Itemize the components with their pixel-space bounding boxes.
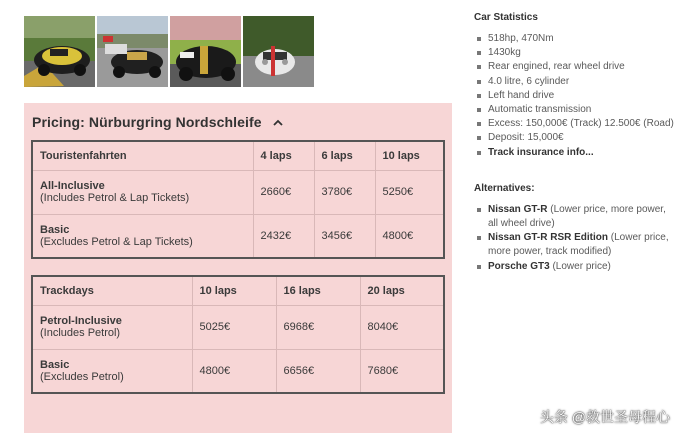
row-description: (Includes Petrol & Lap Tickets) (40, 192, 190, 204)
list-item: Deposit: 15,000€ (474, 131, 674, 145)
list-item (474, 146, 674, 160)
watermark-text: 头条 @救世圣母程心 (539, 409, 670, 425)
row-description: (Excludes Petrol) (40, 370, 124, 383)
row-label (32, 349, 192, 393)
row-label (32, 305, 192, 349)
table-header-row (32, 141, 444, 170)
gallery-thumb-3[interactable] (170, 16, 241, 87)
price-cell: 6656€ (276, 349, 360, 393)
column-header: 4 laps (253, 141, 314, 170)
chevron-up-icon[interactable] (272, 116, 284, 128)
row-description: (Includes Petrol) (40, 327, 121, 339)
car-photo-image (243, 16, 314, 87)
alternative-note: (Lower price, more power, all wheel drive) (488, 203, 666, 230)
price-cell: 5025€ (192, 305, 276, 349)
alternative-note: (Lower price) (549, 260, 611, 272)
row-label (32, 170, 253, 214)
gallery-thumb-4[interactable] (243, 16, 314, 87)
alternative-note: (Lower price, more power, track modified) (488, 232, 669, 258)
list-item: 4.0 litre, 6 cylinder (474, 75, 674, 89)
table-row (32, 170, 444, 214)
row-description: (Excludes Petrol & Lap Tickets) (40, 235, 193, 248)
table-row (32, 305, 444, 349)
pricing-header-toggle[interactable] (32, 111, 284, 133)
row-name: Basic (40, 223, 70, 236)
track-insurance-link[interactable]: Track insurance info... (488, 146, 594, 158)
row-name: Petrol-Inclusive (40, 315, 122, 327)
car-statistics-title: Car Statistics (474, 12, 538, 23)
column-header: 16 laps (276, 276, 360, 305)
alternatives-title: Alternatives: (474, 182, 535, 194)
list-item (474, 203, 674, 231)
column-header: 10 laps (375, 141, 444, 170)
price-cell: 7680€ (360, 349, 444, 393)
row-name: All-Inclusive (40, 180, 105, 192)
sidebar (474, 12, 674, 274)
list-item: Automatic transmission (474, 103, 674, 117)
row-label (32, 214, 253, 258)
list-item: Left hand drive (474, 89, 674, 103)
column-header: 20 laps (360, 276, 444, 305)
list-item: 518hp, 470Nm (474, 32, 674, 46)
price-cell: 5250€ (375, 170, 444, 214)
price-cell: 4800€ (375, 214, 444, 258)
list-item (474, 231, 674, 259)
pricing-panel (24, 103, 452, 433)
price-cell: 2432€ (253, 214, 314, 258)
row-name: Basic (40, 358, 70, 371)
column-header: 6 laps (314, 141, 375, 170)
price-cell: 8040€ (360, 305, 444, 349)
car-statistics-list (474, 32, 674, 160)
gallery-thumb-1[interactable] (24, 16, 95, 87)
image-gallery (24, 16, 314, 87)
list-item: 1430kg (474, 46, 674, 60)
price-cell: 3780€ (314, 170, 375, 214)
alternative-link-nissan-gtr[interactable]: Nissan GT-R (488, 203, 548, 215)
alternative-link-porsche-gt3[interactable]: Porsche GT3 (488, 260, 550, 272)
column-header: Touristenfahrten (32, 141, 253, 170)
list-item: Rear engined, rear wheel drive (474, 60, 674, 74)
alternative-link-nissan-gtr-rsr[interactable]: Nissan GT-R RSR Edition (488, 232, 609, 244)
table-header-row (32, 276, 444, 305)
column-header: Trackdays (32, 276, 192, 305)
table-row (32, 214, 444, 258)
car-photo-image (170, 16, 241, 87)
car-photo-image (97, 16, 168, 87)
price-cell: 3456€ (314, 214, 375, 258)
list-item (474, 260, 674, 274)
price-cell: 6968€ (276, 305, 360, 349)
pricing-title: Pricing: Nürburgring Nordschleife (32, 114, 262, 130)
list-item: Excess: 150,000€ (Track) 12.500€ (Road) (474, 117, 674, 131)
table-row (32, 349, 444, 393)
price-cell: 4800€ (192, 349, 276, 393)
car-photo-image (24, 16, 95, 87)
price-cell: 2660€ (253, 170, 314, 214)
touristenfahrten-table (31, 140, 445, 259)
trackdays-table (31, 275, 445, 394)
alternatives-list (474, 203, 674, 274)
column-header: 10 laps (192, 276, 276, 305)
gallery-thumb-2[interactable] (97, 16, 168, 87)
